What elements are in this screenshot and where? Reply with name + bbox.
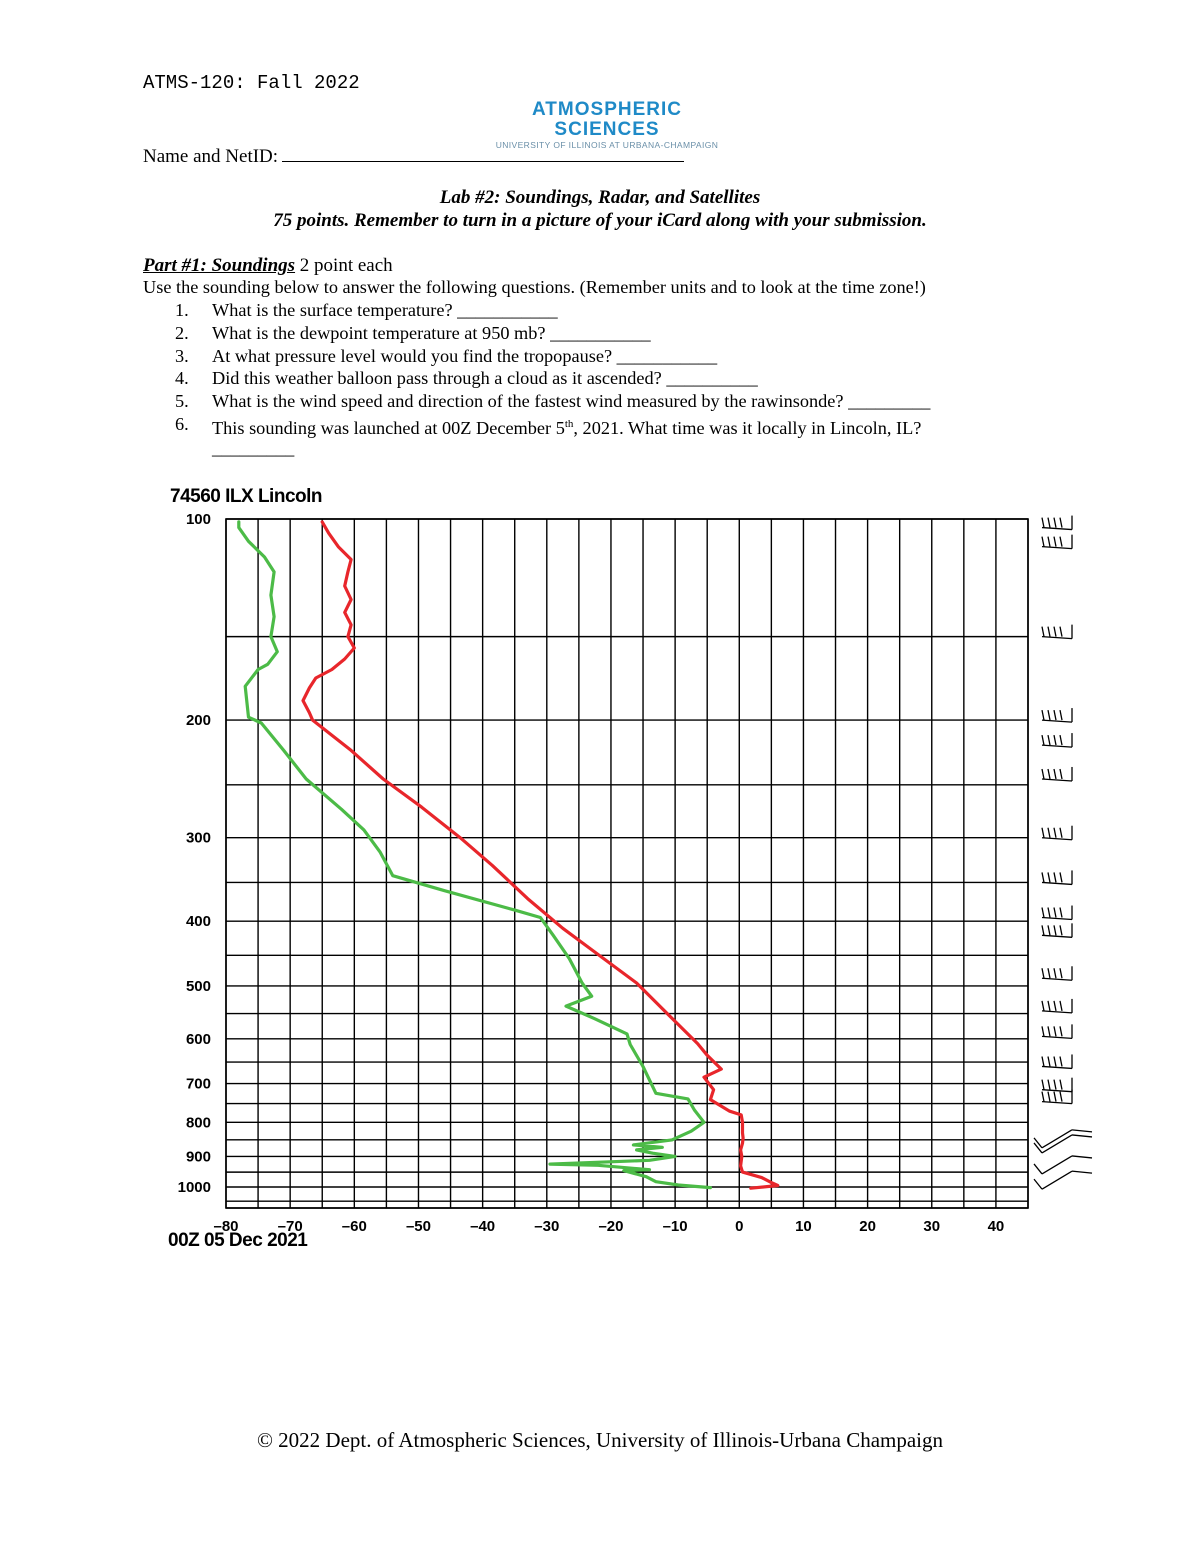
x-tick-label: 40 [987, 1218, 1005, 1235]
x-tick-label: –10 [662, 1218, 688, 1235]
question-text: What is the wind speed and direction of the fastest wind measured by the rawinsonde? _________ [212, 391, 931, 411]
wind-barb [1042, 625, 1072, 639]
name-netid-label: Name and NetID: [143, 146, 279, 167]
question-text: What is the dewpoint temperature at 950 mb? ___________ [212, 323, 651, 343]
x-tick-label: –40 [470, 1218, 496, 1235]
question-number: 6. [175, 414, 189, 434]
part1-title: Part #1: Soundings [143, 255, 296, 276]
question-text-main: This sounding was launched at 00Z December 5 [212, 418, 565, 439]
x-tick-label: –50 [405, 1218, 431, 1235]
x-tick-label: 10 [795, 1218, 812, 1235]
wind-barb [1042, 826, 1072, 840]
chart-date-label: 00Z 05 Dec 2021 [168, 1230, 308, 1251]
y-tick-label: 1000 [177, 1179, 211, 1196]
question-text: What is the surface temperature? ___________ [212, 300, 558, 320]
wind-barb [1042, 1024, 1072, 1038]
question-number: 2. [175, 323, 189, 343]
course-label: ATMS-120: Fall 2022 [143, 72, 360, 94]
lab-subtitle: 75 points. Remember to turn in a picture of your iCard along with your submission. [273, 210, 927, 231]
part1-points: 2 point each [299, 255, 393, 276]
y-tick-label: 900 [185, 1148, 211, 1166]
y-tick-label: 300 [185, 829, 211, 847]
question-number: 3. [175, 346, 189, 366]
question-text: At what pressure level would you find the tropopause? ___________ [212, 346, 718, 366]
y-tick-label: 500 [185, 977, 211, 995]
x-tick-label: 20 [859, 1218, 876, 1235]
lab-title: Lab #2: Soundings, Radar, and Satellites [439, 187, 761, 208]
y-tick-label: 400 [185, 913, 211, 931]
chart-title: 74560 ILX Lincoln [170, 486, 322, 507]
y-tick-label: 700 [185, 1075, 211, 1093]
question-number: 5. [175, 391, 189, 411]
wind-barb [1042, 906, 1072, 920]
part1-instructions: Use the sounding below to answer the following questions. (Remember units and to look at the time zone!) [143, 277, 926, 297]
wind-barb [1034, 1130, 1092, 1148]
wind-barb [1042, 966, 1072, 980]
question-number: 4. [175, 368, 189, 388]
y-tick-label: 800 [185, 1114, 211, 1132]
wind-barb [1034, 1135, 1092, 1153]
page-footer: © 2022 Dept. of Atmospheric Sciences, University of Illinois-Urbana Champaign [256, 1428, 944, 1452]
wind-barb [1042, 923, 1072, 937]
ordinal-suffix: th [564, 418, 574, 430]
wind-barb [1042, 1078, 1072, 1092]
wind-barb [1042, 767, 1072, 781]
wind-barb [1042, 870, 1072, 884]
wind-barb [1034, 1156, 1092, 1174]
wind-barb [1042, 1054, 1072, 1068]
wind-barb [1042, 999, 1072, 1013]
x-tick-label: –30 [534, 1218, 560, 1235]
plot-frame [226, 519, 1028, 1208]
x-tick-label: –20 [598, 1218, 624, 1235]
x-tick-label: 30 [923, 1218, 941, 1235]
y-tick-label: 600 [185, 1030, 211, 1048]
wind-barb [1042, 733, 1072, 747]
question-text: Did this weather balloon pass through a cloud as it ascended? __________ [212, 368, 758, 388]
wind-barb [1042, 535, 1072, 549]
wind-barb [1042, 708, 1072, 722]
wind-barb [1042, 516, 1072, 530]
question-text-tail: , 2021. What time was it locally in Lincoln, IL? [573, 418, 922, 439]
x-tick-label: –60 [341, 1218, 367, 1235]
question-number: 1. [175, 300, 189, 320]
logo-main-text: ATMOSPHERIC SCIENCES [532, 99, 682, 140]
y-tick-label: 100 [185, 511, 211, 528]
answer-blank[interactable]: _________ [212, 438, 295, 458]
y-tick-label: 200 [185, 712, 211, 730]
dewpoint-line [239, 522, 711, 1188]
logo-sub-text: UNIVERSITY OF ILLINOIS AT URBANA-CHAMPAIGN [495, 140, 719, 150]
x-tick-label: 0 [735, 1218, 744, 1235]
x-tick-label: –70 [277, 1218, 303, 1235]
x-tick-label: –80 [213, 1218, 239, 1235]
